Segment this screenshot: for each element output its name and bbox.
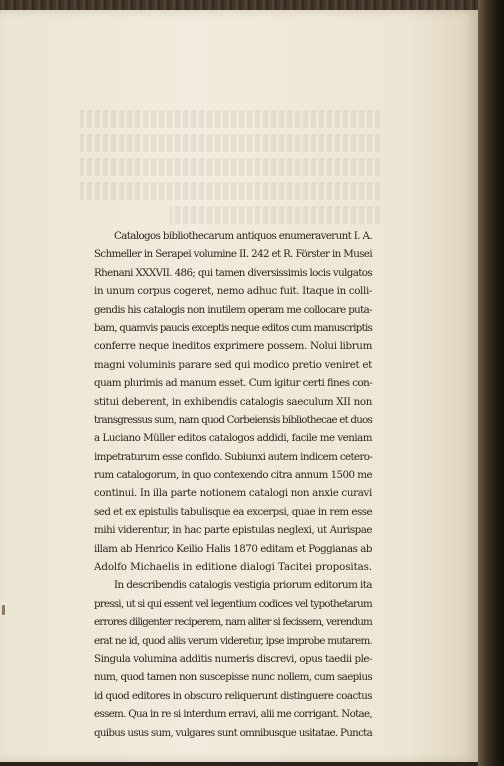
text-line: stitui deberent, in exhibendis catalogis saeculum XII non xyxy=(94,395,373,408)
text-line: illam ab Henrico Keilio Halis 1870 editam et Poggianas ab xyxy=(94,542,372,555)
paragraph-1 xyxy=(94,227,372,576)
text-line: Catalogos bibliothecarum antiquos enumeraverunt I. A. xyxy=(114,230,372,242)
text-line: continui. In illa parte notionem catalogi non anxie curavi xyxy=(94,487,373,500)
text-line: mihi viderentur, in hac parte epistulas neglexi, ut Aurispae xyxy=(94,524,373,537)
text-line: conferre neque ineditos exprimere possem. Nolui librum xyxy=(94,340,373,353)
text-line: sed et ex epistulis tabulisque ea excerpsi, quae in rem esse xyxy=(94,505,373,518)
text-line: pressi, ut si qui essent vel legentium codices vel typothetarum xyxy=(94,597,372,610)
text-line: magni voluminis parare sed qui modico pretio veniret et xyxy=(94,358,372,371)
text-line: Schmeller in Serapei volumine II. 242 et R. Förster in Musei xyxy=(94,248,372,261)
text-line: a Luciano Müller editos catalogos addidi, facile me veniam xyxy=(94,432,373,445)
text-line: Adolfo Michaelis in editione dialogi Taciteі propositas. xyxy=(94,561,372,574)
text-line: erat ne id, quod aliis verum videretur, ipse improbe mutarem. xyxy=(94,634,373,647)
text-line: Rhenani XXXVII. 486; qui tamen diversissimis locis vulgatos xyxy=(94,266,372,279)
text-line: impetraturum esse confido. Subiunxi autem indicem cetero- xyxy=(94,450,373,463)
text-line: bam, quamvis paucis exceptis neque editos cum manuscriptis xyxy=(94,321,372,334)
paragraph-2 xyxy=(94,576,372,742)
text-line: num, quod tamen non suscepisse nunc nollem, cum saepius xyxy=(94,671,372,684)
text-line: gendis his catalogis non inutilem operam me collocare puta- xyxy=(94,303,373,316)
margin-mark xyxy=(2,605,5,615)
text-line: in unum corpus cogeret, nemo adhuc fuit. Itaque in colli- xyxy=(94,285,373,298)
text-line: quam plurimis ad manum esset. Cum igitur certi fines con- xyxy=(94,377,373,390)
body-text xyxy=(94,227,372,742)
text-line: quibus usus sum, vulgares sunt omnibusque usitatae. Puncta xyxy=(94,726,373,739)
text-line: transgressus sum, nam quod Corbeiensis bibliothecae et duos xyxy=(94,413,372,426)
text-line: Singula volumina additis numeris discrevi, opus taedii ple- xyxy=(94,652,372,665)
text-line: essem. Qua in re si interdum erravi, alii me corrigant. Notae, xyxy=(94,708,372,721)
text-line: rum catalogorum, in quo contexendo citra annum 1500 me xyxy=(94,469,372,482)
text-line: id quod editores in obscuro reliquerunt distinguere coactus xyxy=(94,689,372,702)
book-spine xyxy=(478,0,504,766)
text-line: errores diligenter reciperem, nam aliter si fecissem, verendum xyxy=(94,616,372,629)
text-line: In describendis catalogis vestigia priorum editorum ita xyxy=(114,579,372,592)
